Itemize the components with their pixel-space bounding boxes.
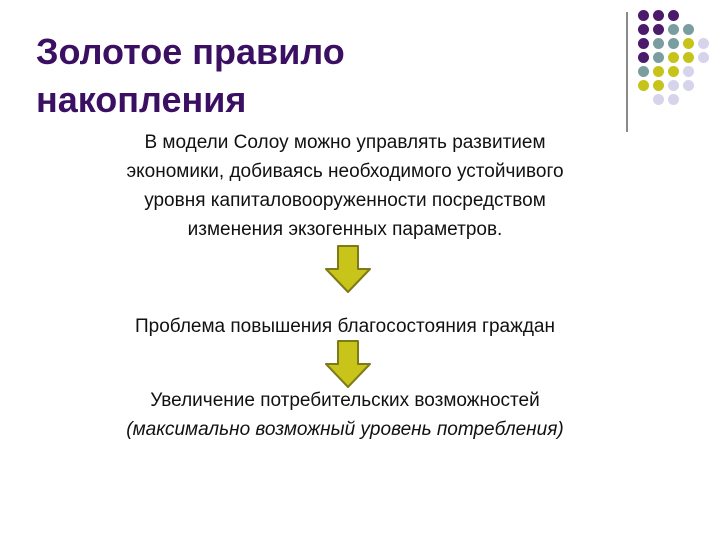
paragraph-line: В модели Солоу можно управлять развитием: [144, 132, 546, 153]
down-arrow-icon: [325, 245, 371, 293]
lavender-dot: [683, 80, 694, 91]
lavender-dot: [683, 66, 694, 77]
teal-dot: [668, 24, 679, 35]
consumption-increase-paragraph: [60, 386, 630, 444]
purple-dot: [638, 10, 649, 21]
teal-dot: [668, 38, 679, 49]
olive-dot: [638, 80, 649, 91]
slide-title-line-2: накопления: [36, 79, 247, 120]
paragraph-line: изменения экзогенных параметров.: [187, 219, 503, 240]
lavender-dot: [668, 80, 679, 91]
teal-dot: [653, 52, 664, 63]
purple-dot: [653, 24, 664, 35]
paragraph-line-italic: (максимально возможный уровень потребления): [126, 419, 564, 440]
slide-title: [36, 28, 576, 124]
olive-dot: [653, 80, 664, 91]
olive-dot: [668, 52, 679, 63]
purple-dot: [668, 10, 679, 21]
paragraph-line: уровня капиталовооруженности посредством: [144, 190, 546, 211]
olive-dot: [683, 38, 694, 49]
teal-dot: [638, 66, 649, 77]
purple-dot: [638, 52, 649, 63]
paragraph-line: Увеличение потребительских возможностей: [150, 390, 540, 411]
teal-dot: [683, 24, 694, 35]
welfare-problem-text: Проблема повышения благосостояния граждан: [135, 316, 555, 337]
olive-dot: [653, 66, 664, 77]
slide-title-line-1: Золотое правило: [36, 31, 345, 72]
paragraph-line: экономики, добиваясь необходимого устойчивого: [126, 161, 564, 182]
decorative-dot-grid: [638, 10, 718, 120]
olive-dot: [683, 52, 694, 63]
lavender-dot: [698, 38, 709, 49]
down-arrow-icon: [325, 340, 371, 388]
lavender-dot: [653, 94, 664, 105]
purple-dot: [653, 10, 664, 21]
lavender-dot: [698, 52, 709, 63]
purple-dot: [638, 38, 649, 49]
olive-dot: [668, 66, 679, 77]
lavender-dot: [668, 94, 679, 105]
purple-dot: [638, 24, 649, 35]
decorative-divider: [626, 12, 628, 132]
solow-model-paragraph: [60, 128, 630, 244]
teal-dot: [653, 38, 664, 49]
